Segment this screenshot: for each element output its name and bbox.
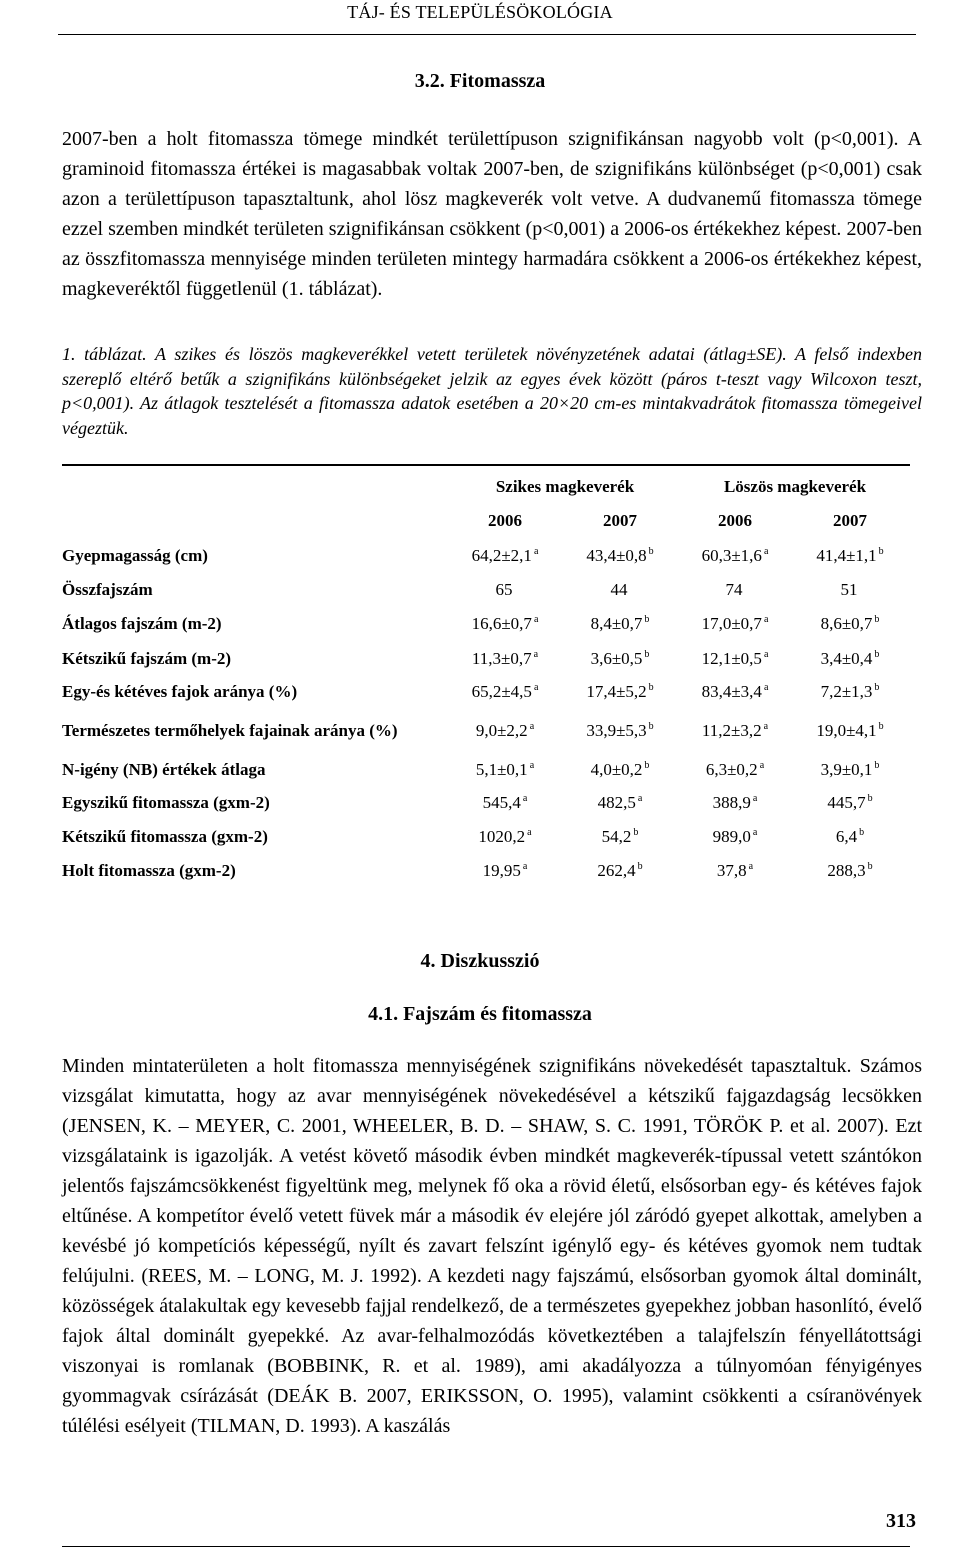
table-cell — [680, 754, 790, 786]
group-header-szikes: Szikes magkeverék — [495, 477, 635, 496]
table-cell — [450, 574, 560, 606]
cell-value: 8,6±0,7 — [820, 614, 873, 633]
row-label: Kétszikű fitomassza (gxm-2) — [62, 827, 268, 846]
table-cell — [790, 854, 910, 888]
cell-value: 545,4 — [482, 793, 521, 812]
significance-letter: b — [874, 614, 880, 626]
cell-value: 388,9 — [712, 793, 751, 812]
heading-subsection: 4.1. Fajszám és fitomassza — [368, 1003, 592, 1025]
cell-value: 41,4±1,1 — [816, 546, 877, 565]
table-cell — [790, 820, 910, 854]
significance-letter: b — [874, 760, 880, 772]
cell-value: 4,0±0,2 — [590, 760, 643, 779]
table-cell — [680, 708, 790, 754]
table-row — [62, 606, 910, 642]
significance-letter: b — [644, 760, 650, 772]
table-cell — [450, 854, 560, 888]
significance-letter: b — [648, 546, 654, 558]
row-label: Természetes termőhelyek fajainak aránya (%) — [62, 721, 398, 740]
cell-value: 6,3±0,2 — [705, 760, 758, 779]
cell-value: 3,6±0,5 — [590, 649, 643, 668]
cell-value: 262,4 — [597, 861, 636, 880]
table-cell — [680, 606, 790, 642]
cell-value: 11,2±3,2 — [701, 721, 762, 740]
table-cell — [680, 642, 790, 676]
cell-value: 1020,2 — [478, 827, 526, 846]
table-row — [62, 676, 910, 708]
cell-value: 83,4±3,4 — [701, 682, 762, 701]
cell-value: 16,6±0,7 — [471, 614, 532, 633]
table-cell — [560, 708, 680, 754]
cell-value: 5,1±0,1 — [475, 760, 528, 779]
year-header: 2006 — [718, 511, 752, 530]
table-cell — [790, 708, 910, 754]
significance-letter: a — [759, 760, 765, 772]
table-cell — [450, 786, 560, 820]
table-cell — [560, 754, 680, 786]
table-cell — [450, 642, 560, 676]
year-header: 2007 — [603, 511, 637, 530]
section-title-fitomassza: 3.2. Fitomassza — [414, 70, 546, 92]
significance-letter: b — [878, 546, 884, 558]
table-cell — [450, 708, 560, 754]
data-table — [62, 470, 910, 888]
significance-letter: b — [859, 827, 865, 839]
row-label: Átlagos fajszám (m-2) — [62, 614, 222, 633]
significance-letter: a — [529, 760, 535, 772]
table-row — [62, 538, 910, 574]
table-cell — [450, 606, 560, 642]
significance-letter: a — [527, 827, 532, 839]
table-cell — [560, 820, 680, 854]
significance-letter: a — [763, 649, 769, 661]
table-cell — [450, 820, 560, 854]
table-cell — [790, 754, 910, 786]
significance-letter: b — [648, 682, 654, 694]
cell-value: 8,4±0,7 — [590, 614, 643, 633]
cell-value: 64,2±2,1 — [471, 546, 532, 565]
significance-letter: a — [533, 649, 539, 661]
table-row — [62, 854, 910, 888]
significance-letter: b — [867, 793, 873, 805]
table-cell — [790, 642, 910, 676]
significance-letter: a — [533, 614, 539, 626]
header-rule — [58, 34, 916, 35]
paragraph-discussion: Minden mintaterületen a holt fitomassza mennyiségének szignifikáns növekedését tapasztaltuk. Számos vizsgálat kimutatta, hogy az avar mennyiségének növekedésével a kétszikű fajgazdagság lecsökken (JENSEN, K. – MEYER, C. 2001, WHEELER, B. D. – SHAW, S. C. 1991, TÖRÖK P. et al. 2007). Ezt vizsgálataink is igazolják. A vetést követő második évben mindkét magkeverék-típussal vetett szántókon jelentős fajszámcsökkenést figyeltünk meg, melynek fő oka a rövid életű, elsősorban egy- és kétéves fajok eltűnése. A kompetítor évelő vetett füvek már a második év elejére jól záródó gyepet alkottak, amelyben a kevésbé jó kompetíciós képességű, nyílt és zavart felszínt igénylő egy- és kétéves gyomok nem tudtak felújulni. (REES, M. – LONG, M. J. 1992). A kezdeti nagy fajszámú, elsősorban gyomok által dominált, közösségek átalakultak egy kevesebb fajjal rendelkező, de a természetes gyepekhez jobban hasonlító, évelő fajok által dominált gyepekké. Az avar-felhalmozódás következtében a talajfelszín fényellátottsági viszonyai is romlanak (BOBBINK, R. et al. 1989), ami akadályozza a túlnyomóan fényigényes gyommagvak csírázását (DEÁK B. 2007, ERIKSSON, O. 1995), valamint csökkenti a csíranövények túlélési esélyeit (TILMAN, D. 1993). A kaszálás — [62, 1055, 922, 1437]
row-label: N-igény (NB) értékek átlaga — [62, 760, 266, 779]
table-body — [62, 538, 910, 888]
running-head: TÁJ- ÉS TELEPÜLÉSÖKOLÓGIA — [347, 2, 613, 22]
cell-value: 65 — [495, 580, 513, 599]
significance-letter: a — [533, 682, 539, 694]
row-label: Gyepmagasság (cm) — [62, 546, 208, 565]
table-corner-2 — [62, 504, 450, 538]
heading-discussion: 4. Diszkusszió — [420, 950, 540, 972]
table-cell — [560, 642, 680, 676]
cell-value: 19,95 — [482, 861, 521, 880]
table-cell — [560, 786, 680, 820]
row-label: Holt fitomassza (gxm-2) — [62, 861, 236, 880]
year-header: 2007 — [833, 511, 867, 530]
row-label: Összfajszám — [62, 580, 153, 599]
cell-value: 3,4±0,4 — [820, 649, 873, 668]
table-cell — [790, 676, 910, 708]
significance-letter: b — [874, 649, 880, 661]
cell-value: 445,7 — [827, 793, 866, 812]
table-cell — [450, 754, 560, 786]
cell-value: 33,9±5,3 — [586, 721, 647, 740]
significance-letter: a — [763, 614, 769, 626]
cell-value: 43,4±0,8 — [586, 546, 647, 565]
table-top-rule — [62, 464, 910, 466]
table-year-header-row — [62, 504, 910, 538]
table-row — [62, 820, 910, 854]
table-cell — [790, 606, 910, 642]
table-cell — [680, 820, 790, 854]
cell-value: 482,5 — [597, 793, 636, 812]
table-caption: 1. táblázat. A szikes és löszös magkeverékkel vetett területek növényzetének adatai (átlag±SE). A felső indexben szereplő eltérő betűk a szignifikáns különbségeket jelzik az egyes évek között (páros t-teszt vagy Wilcoxon teszt, p<0,001). Az átlagok tesztelését a fitomassza adatok esetében a 20×20 cm-es mintakvadrátok fitomassza tömegeivel végeztük. — [62, 344, 922, 438]
cell-value: 60,3±1,6 — [701, 546, 762, 565]
significance-letter: b — [637, 861, 643, 873]
significance-letter: a — [763, 721, 769, 733]
table-cell — [790, 574, 910, 606]
table-cell — [790, 786, 910, 820]
cell-value: 7,2±1,3 — [820, 682, 873, 701]
table-row — [62, 786, 910, 820]
significance-letter: a — [637, 793, 643, 805]
significance-letter: b — [648, 721, 654, 733]
table-row — [62, 754, 910, 786]
significance-letter: b — [644, 614, 650, 626]
cell-value: 37,8 — [716, 861, 747, 880]
cell-value: 3,9±0,1 — [820, 760, 873, 779]
significance-letter: b — [867, 861, 873, 873]
group-header-loszos: Löszös magkeverék — [723, 477, 867, 496]
table-cell — [680, 854, 790, 888]
table-cell — [450, 676, 560, 708]
table-cell — [560, 606, 680, 642]
paragraph-fitomassza: 2007-ben a holt fitomassza tömege mindkét területtípuson szignifikánsan nagyobb volt (p<0,001). A graminoid fitomassza értékei is magasabbak voltak 2007-ben, de szignifikáns különbséget (p<0,001) csak azon a területtípuson tapasztaltunk, ahol lösz magkeverék volt vetve. A dudvanemű fitomassza tömege ezzel szemben mindkét területen szignifikánsan csökkent (p<0,001) a 2006-os értékekhez képest. 2007-ben az összfitomassza mennyisége minden területen mintegy harmadára csökkent a 2006-os értékekhez képest, magkeveréktől függetlenül (1. táblázat). — [62, 128, 922, 300]
table-cell — [680, 786, 790, 820]
table-cell — [560, 676, 680, 708]
significance-letter: a — [752, 827, 758, 839]
cell-value: 74 — [725, 580, 743, 599]
table-row — [62, 574, 910, 606]
table-cell — [450, 538, 560, 574]
significance-letter: a — [533, 546, 539, 558]
cell-value: 6,4 — [835, 827, 858, 846]
cell-value: 65,2±4,5 — [471, 682, 532, 701]
row-label: Kétszikű fajszám (m-2) — [62, 649, 232, 668]
significance-letter: b — [878, 721, 884, 733]
table-row — [62, 708, 910, 754]
significance-letter: a — [748, 861, 754, 873]
year-header: 2006 — [488, 511, 522, 530]
cell-value: 17,4±5,2 — [586, 682, 647, 701]
row-label: Egy-és kétéves fajok aránya (%) — [62, 682, 298, 701]
table-group-header-row — [62, 470, 910, 504]
cell-value: 989,0 — [712, 827, 751, 846]
significance-letter: a — [522, 793, 528, 805]
cell-value: 11,3±0,7 — [471, 649, 532, 668]
table-row — [62, 642, 910, 676]
table-cell — [560, 574, 680, 606]
table-cell — [680, 538, 790, 574]
significance-letter: a — [752, 793, 758, 805]
cell-value: 54,2 — [601, 827, 632, 846]
table-cell — [680, 574, 790, 606]
cell-value: 288,3 — [827, 861, 866, 880]
table-cell — [790, 538, 910, 574]
cell-value: 9,0±2,2 — [475, 721, 528, 740]
significance-letter: b — [644, 649, 650, 661]
significance-letter: a — [763, 682, 769, 694]
significance-letter: b — [874, 682, 880, 694]
table-cell — [560, 538, 680, 574]
row-label: Egyszikű fitomassza (gxm-2) — [62, 793, 270, 812]
significance-letter: a — [763, 546, 769, 558]
table-corner — [62, 470, 450, 504]
table-cell — [560, 854, 680, 888]
significance-letter: a — [522, 861, 528, 873]
cell-value: 12,1±0,5 — [701, 649, 762, 668]
cell-value: 44 — [610, 580, 628, 599]
cell-value: 51 — [840, 580, 858, 599]
cell-value: 19,0±4,1 — [816, 721, 877, 740]
cell-value: 17,0±0,7 — [701, 614, 762, 633]
significance-letter: b — [633, 827, 639, 839]
significance-letter: a — [529, 721, 535, 733]
page-number: 313 — [886, 1510, 916, 1532]
table-cell — [680, 676, 790, 708]
